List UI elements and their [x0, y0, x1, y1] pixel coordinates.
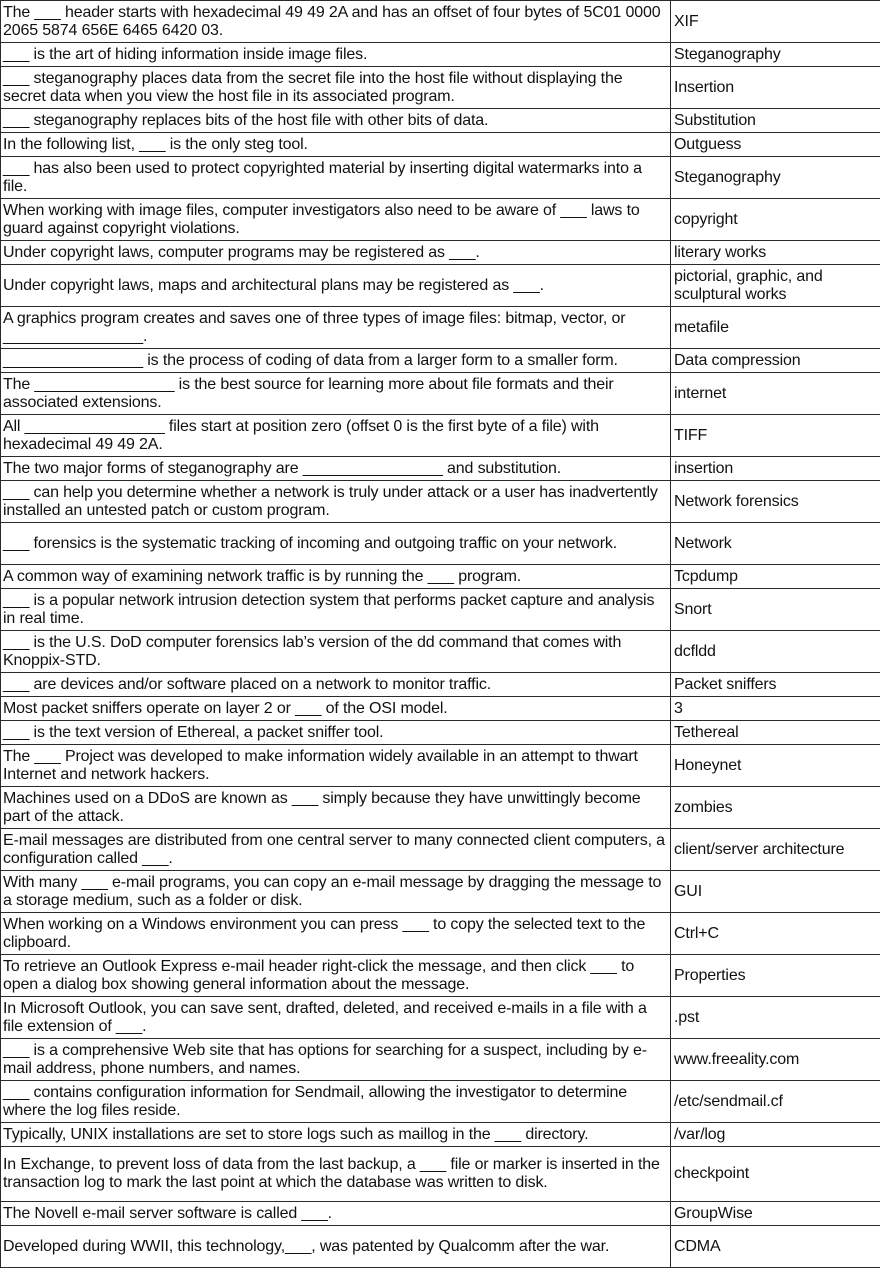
answer-cell: Data compression: [671, 349, 880, 373]
question-cell: In Exchange, to prevent loss of data from the last backup, a ___ file or marker is inserted in the transaction log to mark the last point at which the database was written to disk.: [1, 1147, 671, 1202]
answer-cell: GUI: [671, 871, 880, 913]
table-row: [1, 589, 880, 631]
answer-cell: Properties: [671, 955, 880, 997]
answer-cell: Ctrl+C: [671, 913, 880, 955]
question-cell: Under copyright laws, maps and architectural plans may be registered as ___.: [1, 265, 671, 307]
table-row: [1, 415, 880, 457]
question-cell: The ________________ is the best source for learning more about file formats and their associated extensions.: [1, 373, 671, 415]
answer-cell: Tcpdump: [671, 565, 880, 589]
question-cell: ________________ is the process of coding of data from a larger form to a smaller form.: [1, 349, 671, 373]
answer-cell: Honeynet: [671, 745, 880, 787]
table-row: [1, 1, 880, 43]
table-row: [1, 565, 880, 589]
question-cell: A graphics program creates and saves one of three types of image files: bitmap, vector, or ________________.: [1, 307, 671, 349]
answer-cell: Steganography: [671, 43, 880, 67]
answer-cell: Network: [671, 523, 880, 565]
table-row: [1, 265, 880, 307]
question-cell: ___ contains configuration information for Sendmail, allowing the investigator to determine where the log files reside.: [1, 1081, 671, 1123]
question-cell: When working on a Windows environment you can press ___ to copy the selected text to the clipboard.: [1, 913, 671, 955]
table-row: [1, 673, 880, 697]
table-row: [1, 523, 880, 565]
question-cell: E-mail messages are distributed from one central server to many connected client computers, a configuration called ___.: [1, 829, 671, 871]
table-row: [1, 997, 880, 1039]
table-row: [1, 1202, 880, 1226]
question-cell: ___ forensics is the systematic tracking of incoming and outgoing traffic on your network.: [1, 523, 671, 565]
table-row: [1, 43, 880, 67]
question-cell: When working with image files, computer investigators also need to be aware of ___ laws to guard against copyright violations.: [1, 199, 671, 241]
question-cell: To retrieve an Outlook Express e-mail header right-click the message, and then click ___ to open a dialog box showing general information about the message.: [1, 955, 671, 997]
table-body: [1, 1, 880, 1268]
answer-cell: metafile: [671, 307, 880, 349]
table-row: [1, 109, 880, 133]
table-row: [1, 787, 880, 829]
question-cell: ___ is the text version of Ethereal, a packet sniffer tool.: [1, 721, 671, 745]
table-row: [1, 457, 880, 481]
table-row: [1, 349, 880, 373]
answer-cell: Network forensics: [671, 481, 880, 523]
table-row: [1, 1226, 880, 1268]
table-row: [1, 1147, 880, 1202]
answer-cell: dcfldd: [671, 631, 880, 673]
answer-cell: www.freeality.com: [671, 1039, 880, 1081]
question-cell: ___ is the U.S. DoD computer forensics lab’s version of the dd command that comes with Knoppix-STD.: [1, 631, 671, 673]
table-row: [1, 697, 880, 721]
answer-cell: copyright: [671, 199, 880, 241]
table-row: [1, 1123, 880, 1147]
question-cell: ___ steganography replaces bits of the host file with other bits of data.: [1, 109, 671, 133]
question-cell: Most packet sniffers operate on layer 2 or ___ of the OSI model.: [1, 697, 671, 721]
question-cell: Machines used on a DDoS are known as ___ simply because they have unwittingly become part of the attack.: [1, 787, 671, 829]
answer-cell: 3: [671, 697, 880, 721]
table-row: [1, 745, 880, 787]
answer-cell: .pst: [671, 997, 880, 1039]
question-cell: The ___ header starts with hexadecimal 49 49 2A and has an offset of four bytes of 5C01 0000 2065 5874 656E 6465 6420 03.: [1, 1, 671, 43]
question-cell: The Novell e-mail server software is called ___.: [1, 1202, 671, 1226]
question-cell: Under copyright laws, computer programs may be registered as ___.: [1, 241, 671, 265]
question-cell: With many ___ e-mail programs, you can copy an e-mail message by dragging the message to a storage medium, such as a folder or disk.: [1, 871, 671, 913]
question-cell: ___ are devices and/or software placed on a network to monitor traffic.: [1, 673, 671, 697]
answer-cell: GroupWise: [671, 1202, 880, 1226]
question-cell: All ________________ files start at position zero (offset 0 is the first byte of a file) with hexadecimal 49 49 2A.: [1, 415, 671, 457]
answer-cell: Snort: [671, 589, 880, 631]
answer-cell: client/server architecture: [671, 829, 880, 871]
question-cell: The ___ Project was developed to make information widely available in an attempt to thwart Internet and network hackers.: [1, 745, 671, 787]
answer-cell: checkpoint: [671, 1147, 880, 1202]
table-row: [1, 133, 880, 157]
table-row: [1, 67, 880, 109]
answer-cell: Outguess: [671, 133, 880, 157]
question-cell: ___ is a comprehensive Web site that has options for searching for a suspect, including by e-mail address, phone numbers, and names.: [1, 1039, 671, 1081]
question-cell: ___ is the art of hiding information inside image files.: [1, 43, 671, 67]
answer-cell: XIF: [671, 1, 880, 43]
question-cell: Typically, UNIX installations are set to store logs such as maillog in the ___ directory.: [1, 1123, 671, 1147]
answer-cell: CDMA: [671, 1226, 880, 1268]
answer-cell: zombies: [671, 787, 880, 829]
answer-cell: TIFF: [671, 415, 880, 457]
answer-cell: Insertion: [671, 67, 880, 109]
table-row: [1, 955, 880, 997]
table-row: [1, 1039, 880, 1081]
table-row: [1, 1081, 880, 1123]
table-row: [1, 199, 880, 241]
table-row: [1, 829, 880, 871]
question-cell: Developed during WWII, this technology,___, was patented by Qualcomm after the war.: [1, 1226, 671, 1268]
answer-cell: insertion: [671, 457, 880, 481]
question-cell: The two major forms of steganography are ________________ and substitution.: [1, 457, 671, 481]
question-cell: In Microsoft Outlook, you can save sent, drafted, deleted, and received e-mails in a file with a file extension of ___.: [1, 997, 671, 1039]
question-cell: ___ has also been used to protect copyrighted material by inserting digital watermarks into a file.: [1, 157, 671, 199]
answer-cell: internet: [671, 373, 880, 415]
table-row: [1, 481, 880, 523]
answer-cell: literary works: [671, 241, 880, 265]
answer-cell: Tethereal: [671, 721, 880, 745]
answer-cell: /var/log: [671, 1123, 880, 1147]
table-row: [1, 721, 880, 745]
answer-cell: Steganography: [671, 157, 880, 199]
table-row: [1, 157, 880, 199]
question-cell: ___ can help you determine whether a network is truly under attack or a user has inadvertently installed an untested patch or custom program.: [1, 481, 671, 523]
answer-cell: Packet sniffers: [671, 673, 880, 697]
table-row: [1, 913, 880, 955]
answer-cell: /etc/sendmail.cf: [671, 1081, 880, 1123]
answer-cell: pictorial, graphic, and sculptural works: [671, 265, 880, 307]
question-cell: ___ is a popular network intrusion detection system that performs packet capture and analysis in real time.: [1, 589, 671, 631]
answer-cell: Substitution: [671, 109, 880, 133]
table-row: [1, 241, 880, 265]
table-row: [1, 373, 880, 415]
question-cell: ___ steganography places data from the secret file into the host file without displaying the secret data when you view the host file in its associated program.: [1, 67, 671, 109]
question-cell: In the following list, ___ is the only steg tool.: [1, 133, 671, 157]
table-row: [1, 631, 880, 673]
table-row: [1, 871, 880, 913]
question-cell: A common way of examining network traffic is by running the ___ program.: [1, 565, 671, 589]
table-row: [1, 307, 880, 349]
